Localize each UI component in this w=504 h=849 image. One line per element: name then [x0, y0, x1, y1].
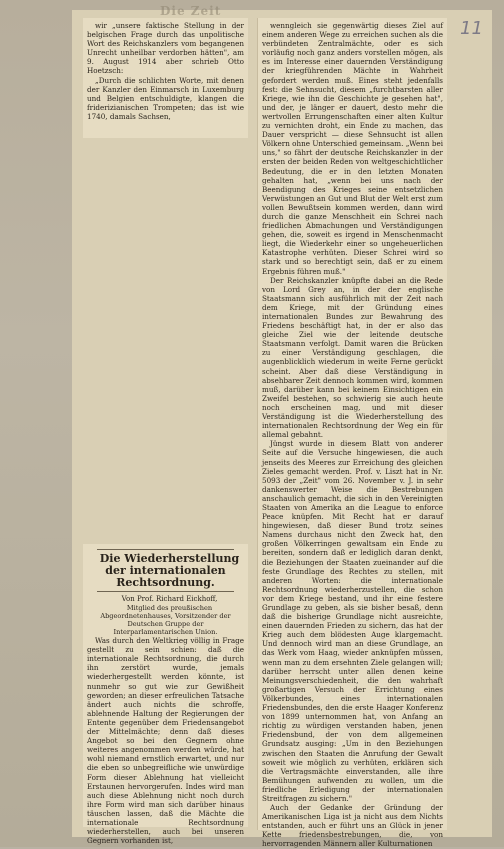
clip1-paragraph: „Durch die schlichten Worte, mit denen der Kanzler den Einmarsch in Luxemburg und Belgien entschuldigte, klangen die friderizianischen Trompeten; das ist wie 1740, damals Sachsen,: [87, 75, 244, 121]
article-headline: Die Wiederherstellung der internationalen Rechtsordnung.: [99, 552, 240, 589]
clip2-paragraph: Der Reichskanzler knüpfte dabei an die Rede von Lord Grey an, in der der englische Staatsmann sich ausführlich mit der Zeit nach dem Kriege, mit der Gründung eines internationalen Bundes zur Bewahrung des Friedens beschäftigt hat, in der er also das gleiche Ziel wie der leitende deutsche Staatsmann verfolgt. Damit waren die Brücken zu einer Verständigung geschlagen, die augenblicklich wiederum in weite Ferne gerückt scheint. Aber daß diese Verständigung in absehbarer Zeit dennoch kommen wird, kommen muß, darüber kann bei keinem Einsichtigen ein Zweifel bestehen, so schwierig sie auch heute noch erscheinen mag, und mit dieser Verständigung ist die Wiederherstellung des internationalen Rechtsordnung der Weg ein für allemal gebahnt.: [262, 275, 443, 440]
clip2-paragraph: Auch der Gedanke der Gründung der Amerikanischen Liga ist ja nicht aus dem Nichts entstanden, auch er führt uns an Glück in jener Kette friedensbestrebungen, die, von hervorragenden Männern aller Kulturnationen: [262, 803, 443, 849]
article-byline: Von Prof. Richard Eickhoff,: [121, 595, 218, 603]
clipping-right-column: [257, 18, 447, 849]
clip2-paragraph: wenngleich sie gegenwärtig dieses Ziel auf einem anderen Wege zu erreichen suchen als die verbündeten Zentralmächte, oder es sich vorläufig noch ganz anders vorstellen mögen, als es im Interesse einer dauernden Verständigung der kriegführenden Mächte in Wahrheit gefordert werden muß. Eines steht jedenfalls fest: die Sehnsucht, diesem „furchtbarsten aller Kriege, wie ihn die Geschichte je gesehen hat", und der, je länger er dauert, desto mehr die wertvollen Errungenschaften einer alten Kultur zu vernichten droht, ein Ende zu machen, das Dauer verspricht — diese Sehnsucht ist allen Völkern ohne Unterschied gemeinsam. „Wenn bei uns," so fährt der deutsche Reichskanzler in der ersten der beiden Reden von weltgeschichtlicher Bedeutung, die er in den letzten Monaten gehalten hat, „wenn bei uns nach der Beendigung des Krieges seine entsetzlichen Verwüstungen an Gut und Blut der Welt erst zum vollen Bewußtsein kommen werden, dann wird durch die ganze Menschheit ein Schrei nach friedlichen Abmachungen und Verständigungen gehen, die, soweit es irgend in Menschenmacht liegt, die Wiederkehr einer so ungeheuerlichen Katastrophe verhüten. Dieser Schrei wird so stark und so berechtigt sein, daß er zu einem Ergebnis führen muß.": [262, 21, 443, 276]
clipping-article-start: [83, 544, 248, 846]
author-affiliation: Mitglied des preußischen Abgeordnetenhauses, Vorsitzender der Deutschen Gruppe der Interparlamentarischen Union.: [100, 604, 231, 637]
faded-masthead: Die Zeit: [160, 4, 222, 18]
divider: [97, 549, 234, 550]
clipping-top-left: [83, 18, 248, 138]
clip1-paragraph: wir „unsere faktische Stellung in der belgischen Frage durch das unpolitische Wort des Reichskanzlers vom begangenen Unrecht unheilbar verdorben hätten", am 9. August 1914 aber schrieb Otto Hoetzsch:: [87, 21, 244, 76]
handwritten-page-number: 11: [460, 18, 483, 39]
clip3-paragraph: Was durch den Weltkrieg völlig in Frage gestellt zu sein schien: daß die internationale Rechtsordnung, die durch ihn zerstört wurde, jemals wiederhergestellt werden könnte, ist nunmehr so gut wie zur Gewißheit geworden; an dieser erfreulichen Tatsache ändert auch nichts die schroffe, ablehnende Haltung der Regierungen der Entente gegenüber dem Friedensangebot der Mittelmächte; denn daß dieses Angebot so bei den Gegnern ohne weiteres angenommen werden würde, hat wohl niemand ernstlich erwartet, und nur die eben so unbegreifliche wie unwürdige Form dieser Ablehnung hat vielleicht Erstaunen hervorgerufen. Indes wird man auch diese Ablehnung nicht noch durch ihre Form wird man sich darüber hinaus täuschen lassen, daß die Mächte die internationale Rechtsordnung wiederherstellen, auch bei unseren Gegnern vorhanden ist,: [87, 636, 244, 846]
divider: [97, 591, 234, 592]
clip2-paragraph: Jüngst wurde in diesem Blatt von anderer Seite auf die Versuche hingewiesen, die auch jenseits des Meeres zur Erreichung des gleichen Zieles gemacht werden. Prof. v. Liszt hat in Nr. 5093 der „Zeit" vom 26. November v. J. in sehr dankenswerter Weise die Bestrebungen anschaulich gemacht, die sich in den Vereinigten Staaten von Amerika an die League to enforce Peace knüpfen. Mit Recht hat er darauf hingewiesen, daß dieser Bund trotz seines Namens durchaus nicht den Zweck hat, den großen Völkerringen gewaltsam ein Ende zu bereiten, sondern daß er lediglich daran denkt, die Beziehungen der Staaten zueinander auf die feste Grundlage des Rechtes zu stellen, mit anderen Worten: die internationale Rechtsordnung wiederherzustellen, die schon vor dem Kriege bestand, und ihr eine festere Grundlage zu geben, als sie bisher besaß, denn daß die bisherige Grundlage nicht ausreichte, einen dauernden Frieden zu sichern, das hat der Krieg auch dem blödesten Auge klargemacht. Und dennoch wird man an diese Grundlage, an das Werk vom Haag, wieder anknüpfen müssen, wenn man zu dem ersehnten Ziele gelangen will; darüber herrscht unter allen denen keine Meinungsverschiedenheit, die den wahrhaft großartigen Versuch der Errichtung eines Völkerbundes, eines internationalen Friedensbundes, den die erste Haager Konferenz von 1899 unternommen hat, von Anfang an richtig zu würdigen verstanden haben, jenen Friedensbund, der von dem allgemeinen Grundsatz ausging: „Um in den Beziehungen zwischen den Staaten die Anrufung der Gewalt soweit wie möglich zu verhüten, erklären sich die Vertragsmächte einverstanden, alle ihre Bemühungen aufwenden zu wollen, um die friedliche Erledigung der internationalen Streitfragen zu sichern.": [262, 439, 443, 803]
